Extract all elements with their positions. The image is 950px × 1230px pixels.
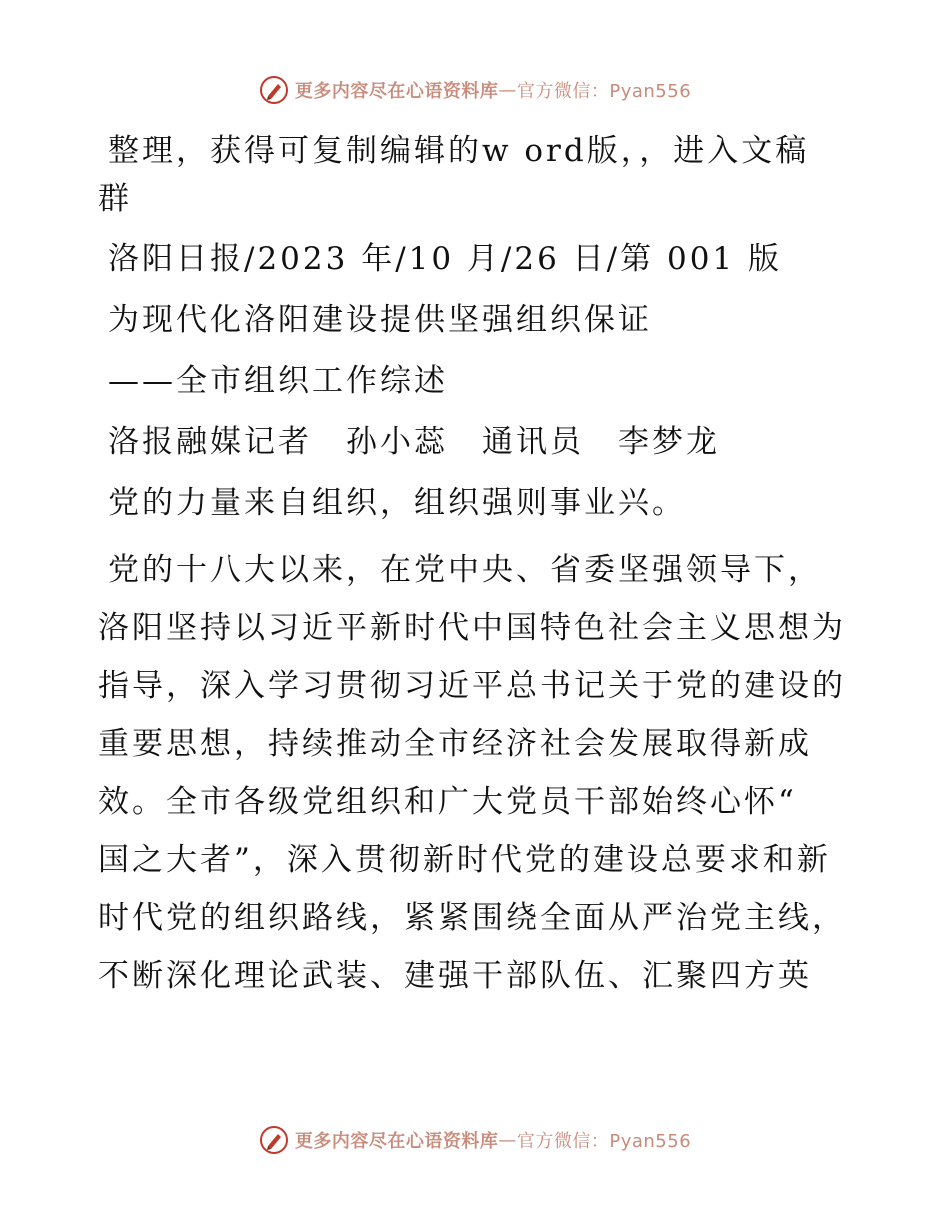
body-line: 不断深化理论武装、建强干部队伍、汇聚四方英 [98,958,812,994]
header-watermark [0,70,950,110]
watermark-contact: 官方微信：Pyan556 [516,81,692,102]
intro-line: 群 [98,181,132,217]
headline: 为现代化洛阳建设提供坚强组织保证 [108,302,652,338]
body-line: 效。全市各级党组织和广大党员干部始终心怀“ [98,784,797,820]
subtitle: ——全市组织工作综述 [108,363,448,399]
watermark-brand: 更多内容尽在心语资料库 [294,81,499,102]
byline: 洛报融媒记者 孙小蕊 通讯员 李梦龙 [108,424,720,460]
body-line: 指导，深入学习贯彻习近平总书记关于党的建设的 [98,668,846,704]
body-line: 重要思想，持续推动全市经济社会发展取得新成 [98,726,812,762]
body-line: 时代党的组织路线，紧紧围绕全面从严治党主线， [98,900,846,936]
watermark-dash: — [498,79,517,101]
pen-logo-icon [259,75,289,105]
pen-logo-icon [259,1125,289,1155]
lead-sentence: 党的力量来自组织，组织强则事业兴。 [108,485,686,521]
body-line: 洛阳坚持以习近平新时代中国特色社会主义思想为 [98,610,846,646]
watermark-contact: 官方微信：Pyan556 [516,1131,692,1152]
body-paragraph [98,541,858,1005]
body-line: 国之大者”，深入贯彻新时代党的建设总要求和新 [98,842,831,878]
source-line: 洛阳日报/2023 年/10 月/26 日/第 001 版 [108,241,783,277]
body-line: 党的十八大以来，在党中央、省委坚强领导下， [108,552,822,588]
watermark-brand: 更多内容尽在心语资料库 [294,1131,499,1152]
document-body [98,122,858,1005]
watermark-dash: — [498,1129,517,1151]
intro-line: 整理，获得可复制编辑的w ord版，，进入文稿 [108,133,810,169]
footer-watermark [0,1120,950,1160]
intro-paragraph [98,122,858,228]
